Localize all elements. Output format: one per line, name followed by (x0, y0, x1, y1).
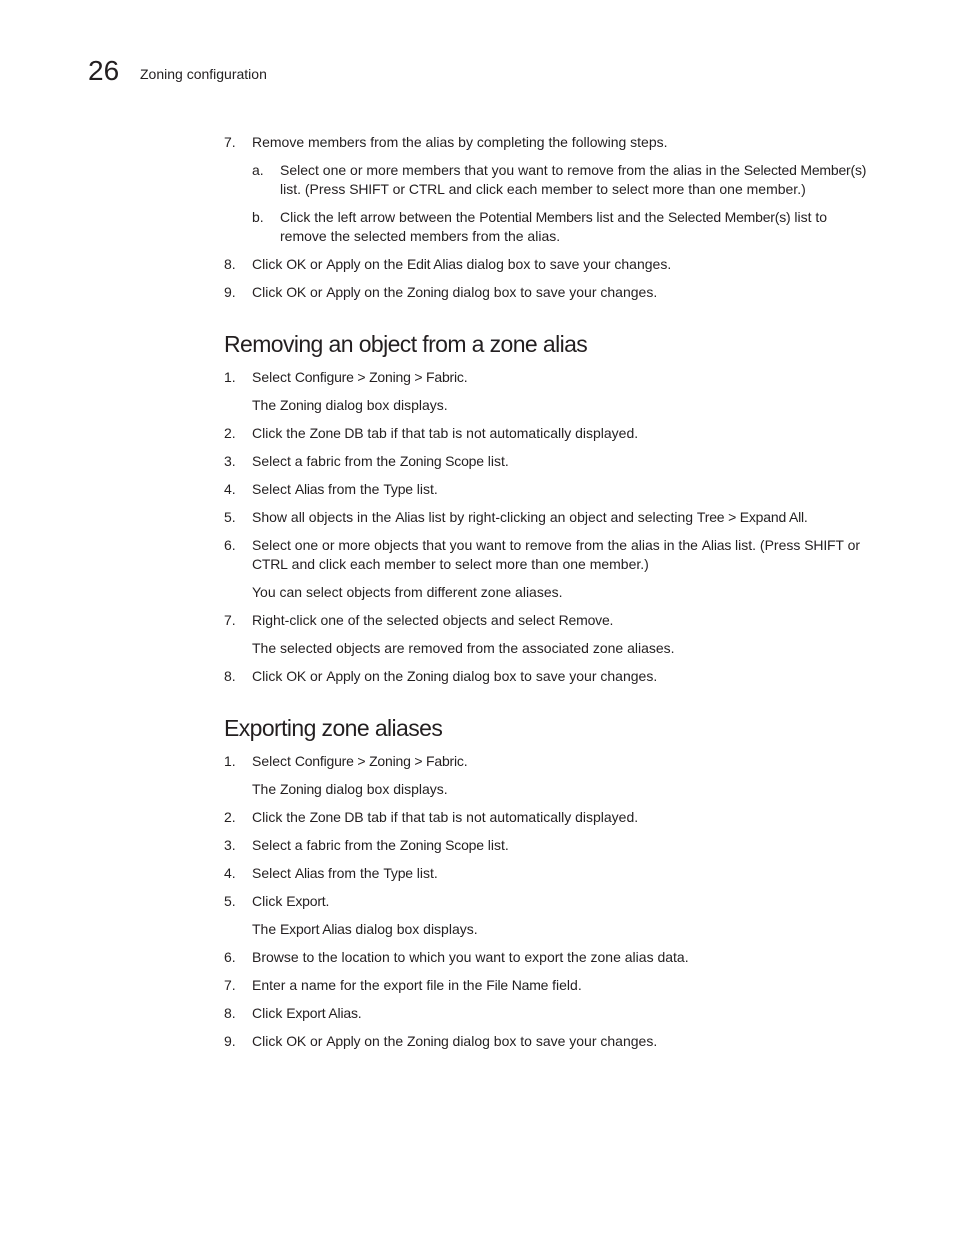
text: Select (252, 369, 295, 385)
ui-term: Configure > Zoning > Fabric (294, 753, 464, 769)
step-number: 8. (224, 256, 236, 272)
ui-term: CTRL (252, 556, 288, 572)
text: Right-click one of the selected objects and select (252, 612, 559, 628)
text: or (843, 537, 861, 553)
text: . (463, 369, 468, 385)
step-7 (224, 133, 874, 152)
text: list. (Press (280, 181, 350, 197)
text: dialog box to save your changes. (448, 1033, 658, 1049)
text: tab if that tab is not automatically displayed. (363, 425, 639, 441)
step-2 (224, 808, 874, 827)
ui-term: Apply (326, 1033, 361, 1049)
step-4 (224, 480, 874, 499)
ui-term: Zone DB (309, 809, 364, 825)
ui-term: CTRL (408, 181, 445, 197)
text: Click (252, 1005, 287, 1021)
text: . (803, 509, 808, 525)
text: . (463, 753, 468, 769)
step-number: 6. (224, 537, 236, 553)
step-number: 8. (224, 668, 236, 684)
text: list. (412, 481, 438, 497)
text: Click the (252, 425, 310, 441)
ui-term: Zoning (280, 397, 322, 413)
ui-term: Zoning (407, 284, 449, 300)
step-8 (224, 1004, 874, 1023)
text: Click (252, 256, 287, 272)
page-content (224, 133, 874, 1060)
text: on the (360, 1033, 408, 1049)
text: Click (252, 893, 287, 909)
text: list. (Press (731, 537, 805, 553)
ui-term: Remove. (558, 612, 614, 628)
step-note (224, 920, 874, 939)
step-7 (224, 611, 874, 630)
step-number: 3. (224, 453, 236, 469)
step-4 (224, 864, 874, 883)
text: Select a fabric from the (252, 453, 400, 469)
ui-term: Alias (294, 865, 325, 881)
ui-term: SHIFT (804, 537, 844, 553)
step-number: 4. (224, 865, 236, 881)
step-number: 5. (224, 893, 236, 909)
ui-term: Type (383, 481, 413, 497)
text: from the (324, 481, 384, 497)
step-number: 1. (224, 369, 236, 385)
text: The (252, 397, 281, 413)
text: Select (252, 481, 295, 497)
step-number: 7. (224, 134, 236, 150)
step-text: Remove members from the alias by completing the following steps. (252, 134, 668, 150)
text: or (388, 181, 409, 197)
text: . (357, 1005, 362, 1021)
text: list and the (592, 209, 669, 225)
step-number: 5. (224, 509, 236, 525)
text: list to remove the selected members from the alias. (280, 209, 828, 244)
ui-term: OK (286, 668, 307, 684)
ui-term: Zoning (280, 781, 322, 797)
text: on the (360, 668, 408, 684)
step-1 (224, 368, 874, 387)
text: and click each member to select more than one member.) (444, 181, 806, 197)
ui-term: Selected Member(s) (668, 209, 791, 225)
ui-term: Configure > Zoning > Fabric (294, 369, 464, 385)
ui-term: Apply (326, 256, 361, 272)
step-3 (224, 452, 874, 471)
step-number: 7. (224, 977, 236, 993)
substep-letter: b. (252, 209, 264, 225)
text: Select (252, 753, 295, 769)
step-number: 3. (224, 837, 236, 853)
step-5 (224, 892, 874, 911)
step-number: 1. (224, 753, 236, 769)
ui-term: Potential Members (479, 209, 593, 225)
text: field. (548, 977, 582, 993)
step-8 (224, 667, 874, 686)
text: dialog box displays. (351, 921, 478, 937)
section-title-exporting: Exporting zone aliases (224, 715, 443, 741)
text: or (306, 256, 327, 272)
text: Click the left arrow between the (280, 209, 480, 225)
step-number: 7. (224, 612, 236, 628)
text: list by right-clicking an object and selecting (424, 509, 697, 525)
text: list. (412, 865, 438, 881)
text: dialog box to save your changes. (448, 284, 658, 300)
text: or (306, 1033, 327, 1049)
step-number: 6. (224, 949, 236, 965)
text: Enter a name for the export file in the (252, 977, 487, 993)
step-5 (224, 508, 874, 527)
substep-letter: a. (252, 162, 264, 178)
ui-term: Alias (294, 481, 325, 497)
step-note (224, 396, 874, 415)
ui-term: Alias (701, 537, 732, 553)
ui-term: Tree > Expand All (696, 509, 804, 525)
ui-term: Alias (395, 509, 425, 525)
step-number: 8. (224, 1005, 236, 1021)
ui-term: Zoning Scope (399, 837, 484, 853)
step-9 (224, 1032, 874, 1051)
ui-term: Zoning Scope (399, 453, 484, 469)
ui-term: Edit Alias (407, 256, 463, 272)
step-number: 2. (224, 425, 236, 441)
chapter-number: 26 (88, 55, 120, 86)
ui-term: OK (286, 256, 307, 272)
text: tab if that tab is not automatically displayed. (363, 809, 639, 825)
step-2 (224, 424, 874, 443)
ui-term: File Name (486, 977, 549, 993)
step-note (224, 780, 874, 799)
text: Select one or more members that you want to remove from the alias in the (280, 162, 744, 178)
ui-term: Apply (326, 668, 361, 684)
text: Click the (252, 809, 310, 825)
ui-term: Zoning (407, 1033, 449, 1049)
text: and click each member to select more than one member.) (287, 556, 649, 572)
step-number: 2. (224, 809, 236, 825)
text: dialog box to save your changes. (462, 256, 672, 272)
text: Click (252, 284, 287, 300)
step-6 (224, 536, 874, 574)
ui-term: Export Alias (280, 921, 352, 937)
text: Click (252, 668, 287, 684)
text: Select one or more objects that you want to remove from the alias in the (252, 537, 702, 553)
ui-term: OK (286, 284, 307, 300)
step-number: 9. (224, 284, 236, 300)
text: or (306, 668, 327, 684)
ui-term: SHIFT (349, 181, 389, 197)
step-6 (224, 948, 874, 967)
text: on the (360, 256, 408, 272)
text: Select a fabric from the (252, 837, 400, 853)
step-number: 9. (224, 1033, 236, 1049)
step-3 (224, 836, 874, 855)
step-note: The selected objects are removed from the associated zone aliases. (252, 640, 675, 656)
text: dialog box to save your changes. (448, 668, 658, 684)
text: dialog box displays. (321, 781, 448, 797)
text: The (252, 921, 281, 937)
text: Select (252, 865, 295, 881)
text: on the (360, 284, 408, 300)
ui-term: Export. (286, 893, 330, 909)
ui-term: Export Alias (286, 1005, 358, 1021)
text: The (252, 781, 281, 797)
text: list. (483, 837, 509, 853)
step-note: You can select objects from different zone aliases. (252, 584, 563, 600)
step-1 (224, 752, 874, 771)
section-title-removing: Removing an object from a zone alias (224, 331, 588, 357)
step-text: Browse to the location to which you want to export the zone alias data. (252, 949, 689, 965)
text: dialog box displays. (321, 397, 448, 413)
text: Click (252, 1033, 287, 1049)
ui-term: Zone DB (309, 425, 364, 441)
step-number: 4. (224, 481, 236, 497)
step-7 (224, 976, 874, 995)
ui-term: Apply (326, 284, 361, 300)
chapter-title: Zoning configuration (140, 66, 267, 82)
text: or (306, 284, 327, 300)
substep-a (224, 161, 874, 199)
substep-b (224, 208, 874, 246)
step-8 (224, 255, 874, 274)
ui-term: Selected Member(s) (743, 162, 867, 178)
ui-term: OK (286, 1033, 307, 1049)
ui-term: Zoning (407, 668, 449, 684)
text: from the (324, 865, 384, 881)
text: list. (483, 453, 509, 469)
step-9 (224, 283, 874, 302)
text: Show all objects in the (252, 509, 396, 525)
ui-term: Type (383, 865, 413, 881)
